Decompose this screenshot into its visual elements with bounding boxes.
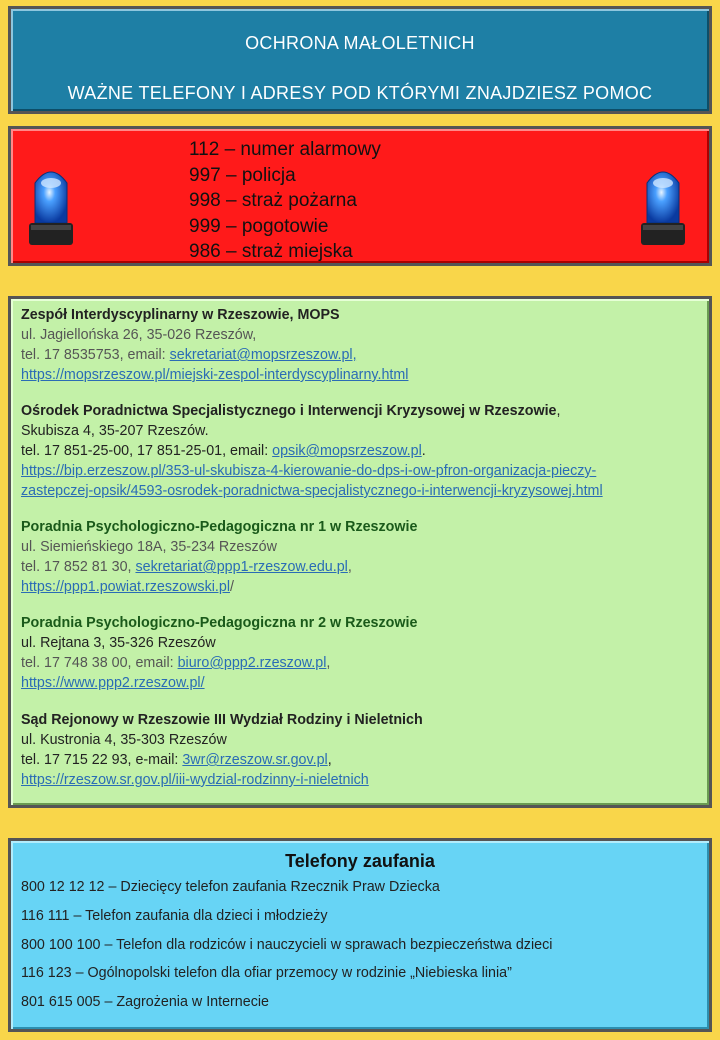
institutions-panel: [8, 296, 712, 808]
website-link-continued[interactable]: zastepczej-opsik/4593-osrodek-poradnictwa-specjalistycznego-i-interwencji-kryzysowej.html: [21, 483, 603, 499]
siren-icon: [25, 161, 77, 249]
emergency-number: 112 – numer alarmowy: [189, 139, 381, 160]
institution-entry: [21, 401, 711, 501]
institution-address: ul. Siemieńskiego 18A, 35-234 Rzeszów: [21, 539, 277, 555]
name-suffix: ,: [556, 403, 561, 419]
phone-text: tel. 17 715 22 93, e-mail:: [21, 752, 183, 768]
email-link[interactable]: sekretariat@mopsrzeszow.pl,: [169, 347, 357, 363]
hotline-item: 800 12 12 12 – Dziecięcy telefon zaufania Rzecznik Praw Dziecka: [21, 879, 440, 895]
institution-address: ul. Rejtana 3, 35-326 Rzeszów: [21, 635, 216, 651]
institution-address: Skubisza 4, 35-207 Rzeszów.: [21, 423, 209, 439]
siren-icon: [637, 161, 689, 249]
email-suffix: .: [421, 443, 426, 459]
institution-entry: [21, 305, 711, 385]
email-suffix: ,: [347, 559, 352, 575]
institution-contact: [21, 750, 711, 770]
page-title: OCHRONA MAŁOLETNICH: [245, 33, 475, 53]
institution-contact: [21, 653, 711, 673]
institution-entry: [21, 710, 711, 790]
institution-name: Sąd Rejonowy w Rzeszowie III Wydział Rodziny i Nieletnich: [21, 712, 423, 728]
website-link[interactable]: https://www.ppp2.rzeszow.pl/: [21, 675, 205, 691]
page-subtitle: WAŻNE TELEFONY I ADRESY POD KTÓRYMI ZNAJDZIESZ POMOC: [67, 83, 653, 103]
institution-contact: [21, 345, 711, 365]
phone-text: tel. 17 852 81 30,: [21, 559, 136, 575]
emergency-number: 999 – pogotowie: [189, 215, 329, 237]
phone-text: tel. 17 851-25-00, 17 851-25-01, email:: [21, 443, 273, 459]
url-suffix: /: [230, 579, 234, 595]
institution-name: Zespół Interdyscyplinarny w Rzeszowie, MOPS: [21, 307, 340, 323]
phone-text: tel. 17 8535753, email:: [21, 347, 170, 363]
institution-address: ul. Jagiellońska 26, 35-026 Rzeszów,: [21, 327, 257, 343]
institution-name: Poradnia Psychologiczno-Pedagogiczna nr 2 w Rzeszowie: [21, 615, 418, 631]
website-link[interactable]: https://bip.erzeszow.pl/353-ul-skubisza-4-kierowanie-do-dps-i-ow-pfron-organizacja-pieczy-: [21, 463, 597, 479]
email-link[interactable]: biuro@ppp2.rzeszow.pl: [177, 655, 327, 671]
institution-address: ul. Kustronia 4, 35-303 Rzeszów: [21, 732, 227, 748]
emergency-number: 986 – straż miejska: [189, 241, 353, 262]
email-link[interactable]: opsik@mopsrzeszow.pl: [272, 443, 422, 459]
email-suffix: ,: [327, 752, 332, 768]
website-link[interactable]: https://mopsrzeszow.pl/miejski-zespol-interdyscyplinarny.html: [21, 367, 409, 383]
emergency-number: 998 – straż pożarna: [189, 190, 357, 211]
hotlines-panel: [8, 838, 712, 1032]
website-link[interactable]: https://rzeszow.sr.gov.pl/iii-wydzial-rodzinny-i-nieletnich: [21, 772, 369, 788]
emergency-numbers-panel: [8, 126, 712, 266]
email-link[interactable]: sekretariat@ppp1-rzeszow.edu.pl: [135, 559, 348, 575]
email-link[interactable]: 3wr@rzeszow.sr.gov.pl: [182, 752, 328, 768]
institution-entry: [21, 613, 711, 693]
hotline-item: 801 615 005 – Zagrożenia w Internecie: [21, 994, 269, 1010]
hotline-item: 800 100 100 – Telefon dla rodziców i nauczycieli w sprawach bezpieczeństwa dzieci: [21, 937, 553, 953]
institution-entry: [21, 517, 711, 597]
phone-text: tel. 17 748 38 00, email:: [21, 655, 178, 671]
hotline-item: 116 123 – Ogólnopolski telefon dla ofiar przemocy w rodzinie „Niebieska linia”: [21, 965, 512, 981]
emergency-number-list: [189, 137, 381, 265]
emergency-number: 997 – policja: [189, 164, 296, 186]
institution-contact: [21, 441, 711, 461]
hotlines-title: Telefony zaufania: [285, 851, 435, 871]
hotline-item: 116 111 – Telefon zaufania dla dzieci i młodzieży: [21, 908, 328, 924]
email-suffix: ,: [326, 655, 331, 671]
institution-name: Poradnia Psychologiczno-Pedagogiczna nr 1 w Rzeszowie: [21, 519, 418, 535]
website-link[interactable]: https://ppp1.powiat.rzeszowski.pl: [21, 579, 230, 595]
institution-name: Ośrodek Poradnictwa Specjalistycznego i Interwencji Kryzysowej w Rzeszowie: [21, 403, 557, 419]
header-banner: [8, 6, 712, 114]
institution-contact: [21, 557, 711, 577]
